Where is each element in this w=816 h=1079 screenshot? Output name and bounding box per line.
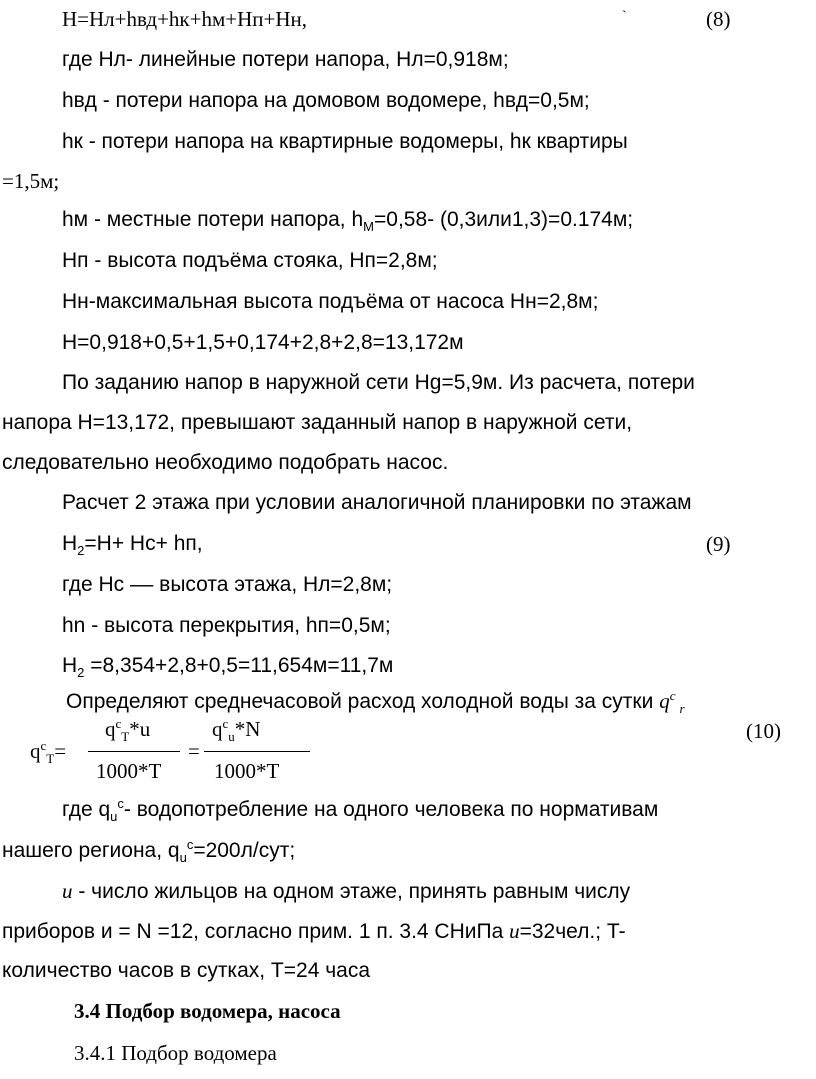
text-line-10: напора H=13,172, превышают заданный напор в наружной сети, bbox=[2, 411, 633, 434]
text-line-12: Расчет 2 этажа при условии аналогичной планировки по этажам bbox=[62, 491, 692, 514]
text-line-15: hn - высота перекрытия, hп=0,5м; bbox=[62, 614, 391, 637]
eq10-fraction-bar-1 bbox=[88, 751, 180, 752]
text-line-23: количество часов в сутках, T=24 часа bbox=[2, 959, 371, 982]
subsection-heading: 3.4.1 Подбор водомера bbox=[74, 1041, 277, 1065]
eq9-formula: $H_2=H+ Нс+$ hп, bbox=[62, 532, 203, 559]
stray-tick-mark: ` bbox=[622, 9, 627, 24]
text-line-7: Нн-максимальная высота подъёма от насоса Нн=2,8м; bbox=[62, 290, 599, 313]
text-line-3: hк - потери напора на квартирные водомеры, hк квартиры bbox=[62, 130, 628, 153]
eq8-number: (8) bbox=[706, 7, 731, 31]
eq10-denominator-1: 1000*T bbox=[96, 759, 162, 783]
eq10-numerator-2: $q^c_u*N$ bbox=[212, 716, 261, 745]
eq10-lhs: $q^c_T=$ bbox=[30, 738, 67, 767]
eq10-denominator-2: 1000*T bbox=[214, 759, 280, 783]
text-line-20: нашего региона, $q_u^c=200л$/сут; bbox=[2, 837, 296, 866]
text-line-9: По заданию напор в наружной сети Hg=5,9м. Из расчета, потери bbox=[62, 371, 695, 394]
text-line-16: $H_2 =8,354+2,8+0,5=11,654м=11,7м$ bbox=[62, 654, 394, 681]
eq10-equals: = bbox=[188, 739, 200, 763]
eq10-fraction-bar-2 bbox=[204, 751, 310, 752]
text-line-17: Определяют среднечасовой расход холодной воды за сутки $q^c_r$ bbox=[66, 688, 685, 717]
eq10-numerator-1: $q^c_T*u$ bbox=[105, 716, 151, 745]
text-line-14: где Нс –– высота этажа, Нл=2,8м; bbox=[62, 573, 393, 596]
text-line-1: где Нл- линейные потери напора, Нл=0,918м; bbox=[62, 48, 509, 71]
text-line-21: u - число жильцов на одном этаже, принять равным числу bbox=[62, 879, 631, 903]
eq9-number: (9) bbox=[706, 532, 731, 556]
text-line-22: приборов и = N =12, согласно прим. 1 п. 3.4 СНиПа u=32чел.; T- bbox=[2, 919, 626, 943]
text-line-2: hвд - потери напора на домовом водомере, hвд=0,5м; bbox=[62, 89, 590, 112]
eq10-number: (10) bbox=[746, 719, 781, 743]
text-line-4: =1,5м; bbox=[2, 169, 60, 193]
text-line-8: H=0,918+0,5+1,5+0,174+2,8+2,8=13,172м bbox=[62, 331, 464, 354]
text-line-11: следовательно необходимо подобрать насос. bbox=[2, 451, 449, 474]
section-heading: 3.4 Подбор водомера, насоса bbox=[74, 999, 341, 1023]
text-line-5: hм - местные потери напора, $h_М=0,58-$ (0,3или1,3)=0.174м; bbox=[62, 208, 634, 235]
text-line-6: Нп - высота подъёма стояка, Нп=2,8м; bbox=[62, 249, 438, 272]
eq8-formula: H=Нл+hвд+hк+hм+Нп+Нн, bbox=[62, 7, 307, 31]
text-line-19: где $q_u^c-$ водопотребление на одного человека по нормативам bbox=[62, 796, 659, 825]
